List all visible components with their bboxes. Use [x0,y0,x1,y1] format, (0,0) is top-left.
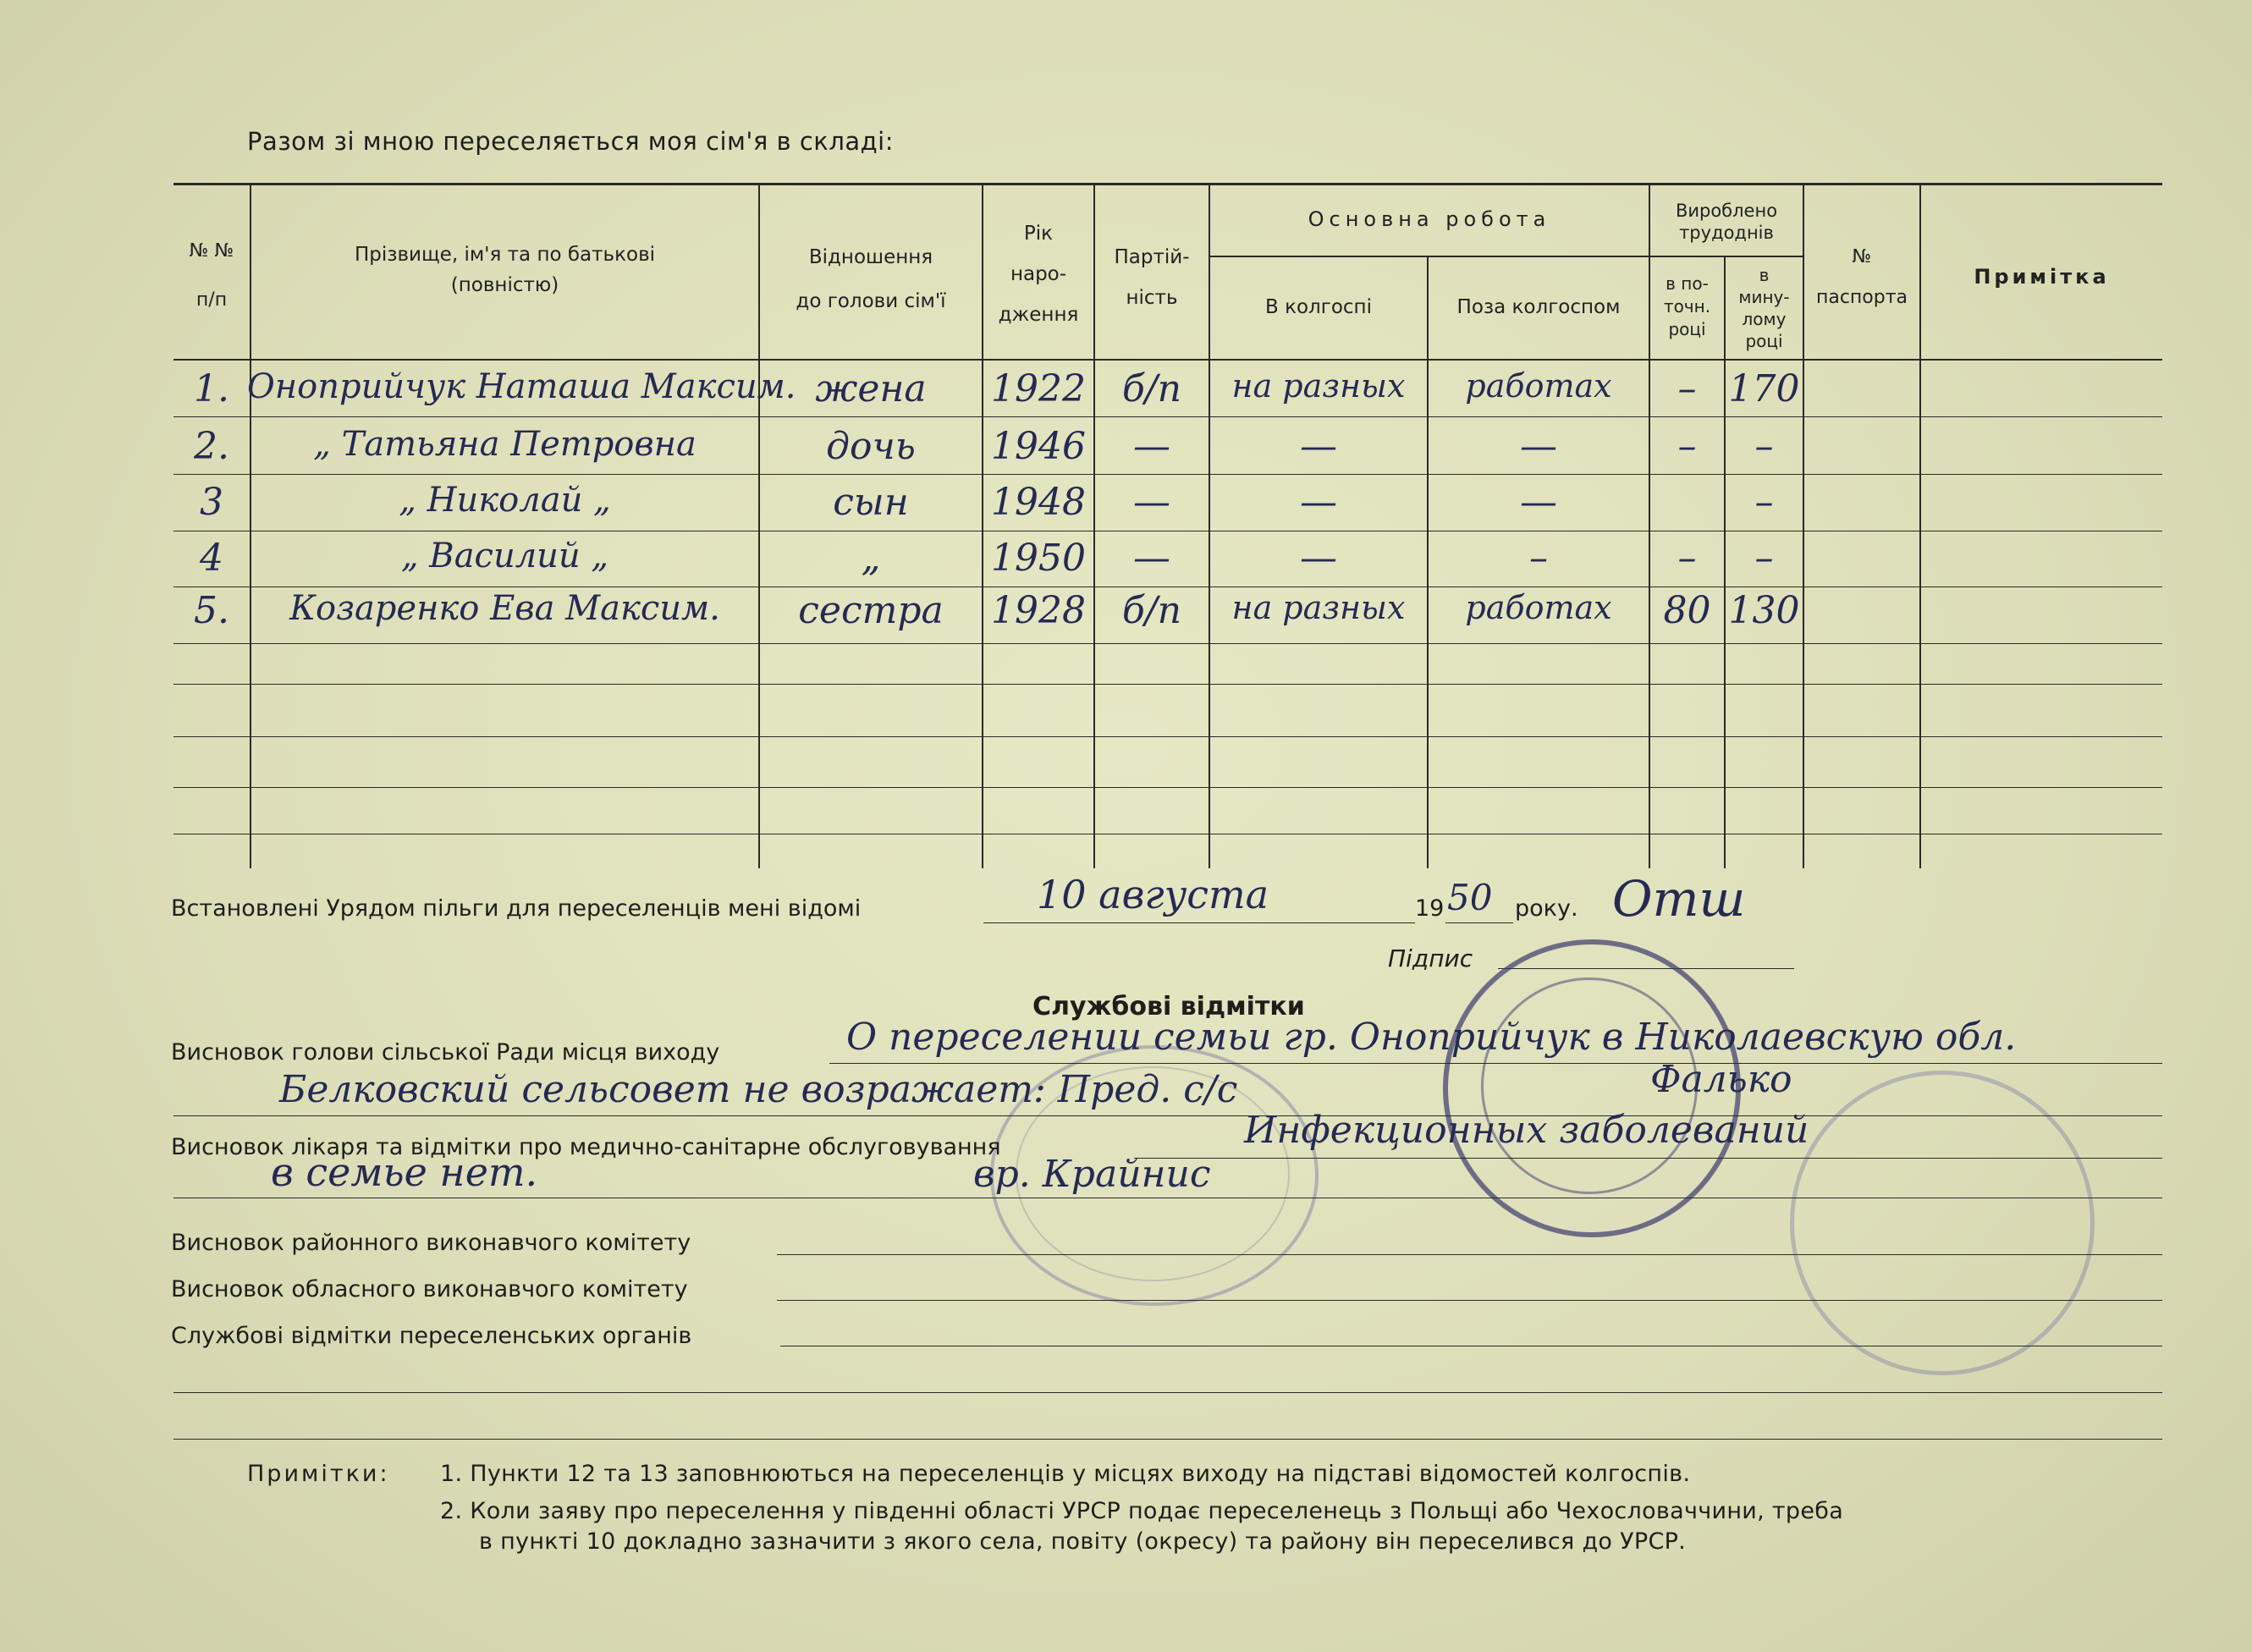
row4-year: 1950 [991,537,1086,580]
council-conclusion-2: Белковский сельсовет не возражает: Пред. с/с [279,1068,1238,1111]
table-top-border [173,183,2162,185]
row4-last: – [1754,537,1774,580]
district-line [777,1254,2162,1255]
row2-cur: – [1677,425,1697,468]
official-title: Службові відмітки [1032,992,1305,1021]
row1-in-kolhosp: на разных [1231,367,1406,405]
council-label: Висновок голови сільської Ради місця виходу [171,1039,720,1066]
doctor-conclusion-2: в семье нет. [271,1149,538,1195]
benefits-year-line [1445,922,1513,923]
table-subheader-line [1650,256,1803,257]
row3-year: 1948 [991,481,1086,524]
resettle-label: Службові відмітки переселенських органів [171,1323,692,1349]
row5-outside: работах [1465,589,1612,626]
row3-last: – [1754,481,1774,524]
header-num: № № п/п [189,240,234,311]
row1-name: Оноприйчук Наташа Максим. [247,367,796,406]
row2-name: „ Татьяна Петровна [313,425,697,464]
row5-last: 130 [1728,589,1800,632]
row3-name: „ Николай „ [399,481,611,520]
header-relation: Відношення до голови сім'ї [796,246,946,312]
doctor-signature: вр. Крайнис [973,1153,1211,1196]
benefits-date: 10 августа [1037,872,1269,917]
benefits-year: 50 [1447,877,1493,918]
row3-party: — [1133,481,1170,524]
oblast-label: Висновок обласного виконавчого комітету [171,1276,688,1302]
header-last-year: в мину- лому році [1738,265,1790,351]
row3-num: 3 [200,481,223,524]
row5-num: 5. [194,589,229,632]
row4-cur: – [1677,537,1697,580]
signature: Отш [1612,870,1746,928]
header-name: Прізвище, ім'я та по батькові (повністю) [354,244,656,296]
blank-line [173,1392,2162,1393]
table-row-line [173,736,2162,737]
header-main-work: Основна робота [1308,207,1551,231]
table-col-divider [1209,184,1210,868]
note-1: 1. Пункти 12 та 13 заповнюються на переселенців у місцях виходу на підставі відомостей колгоспів. [440,1461,1691,1487]
row3-outside: — [1520,481,1557,524]
row4-name: „ Василий „ [400,537,609,575]
table-row-line [173,474,2162,475]
row5-year: 1928 [991,589,1086,632]
benefits-year-prefix: 19 [1415,895,1445,922]
row5-in-kolhosp: на разных [1231,589,1406,626]
doctor-label: Висновок лікаря та відмітки про медично-санітарне обслуговування [171,1134,1001,1160]
council-conclusion-1: О переселении семьи гр. Оноприйчук в Николаевскую обл. [846,1016,2017,1059]
row1-party: б/п [1121,367,1182,410]
row2-relation: дочь [826,425,916,468]
table-subheader-line [1210,256,1649,257]
row4-party: — [1133,537,1170,580]
header-workdays: Вироблено трудоднів [1675,201,1778,243]
row3-in-kolhosp: — [1300,481,1337,524]
row4-in-kolhosp: — [1300,537,1337,580]
signature-label: Підпис [1388,944,1473,972]
benefits-date-line [983,922,1415,923]
row2-year: 1946 [991,425,1086,468]
row1-relation: жена [815,367,927,410]
row1-year: 1922 [991,367,1086,410]
row2-num: 2. [194,425,229,468]
header-passport: № паспорта [1815,246,1908,308]
header-note: Примітка [1974,265,2110,289]
row5-party: б/п [1121,589,1182,632]
row2-in-kolhosp: — [1300,425,1337,468]
notes-lead: Примітки: [247,1461,390,1487]
row5-cur: 80 [1663,589,1711,632]
row1-num: 1. [194,367,229,410]
blank-line [173,1439,2162,1440]
row3-relation: сын [833,481,909,524]
table-row-line [173,416,2162,417]
note-2b: в пункті 10 докладно зазначити з якого села, повіту (окресу) та району він переселився до УРСР. [479,1528,1687,1555]
row1-cur: – [1677,367,1697,410]
row4-outside: – [1529,537,1548,580]
benefits-year-suffix: року. [1515,895,1578,922]
row4-relation: „ [861,537,881,580]
faded-seal-right [1790,1071,2095,1375]
note-2a: 2. Коли заяву про переселення у південні області УРСР подає переселенець з Польщі або Чехословаччини, треба [440,1498,1844,1524]
intro-text: Разом зі мною переселяється моя сім'я в складі: [247,127,895,156]
benefits-label: Встановлені Урядом пільги для переселенців мені відомі [171,895,862,922]
row1-last: 170 [1728,367,1800,410]
table-row-line [173,643,2162,644]
header-in-kolhosp: В колгоспі [1265,296,1372,318]
table-row-line [173,684,2162,685]
header-party: Партій- ність [1114,246,1190,309]
header-outside-kolhosp: Поза колгоспом [1456,296,1621,318]
table-row-line [173,586,2162,587]
row2-last: – [1754,425,1774,468]
header-current-year: в по- точн. році [1663,273,1711,339]
council-line [829,1063,2162,1064]
doctor-conclusion-1: Инфекционных заболеваний [1244,1109,1809,1152]
table-row-line [173,787,2162,788]
council-signature: Фалько [1650,1058,1792,1101]
row1-outside: работах [1465,367,1612,405]
row4-num: 4 [200,537,223,580]
table-header-border [173,359,2162,361]
council-line-2 [173,1115,2162,1116]
oblast-line [777,1300,2162,1301]
row5-name: Козаренко Ева Максим. [289,589,720,628]
row2-outside: — [1520,425,1557,468]
doctor-line [1134,1158,2162,1159]
row5-relation: сестра [798,589,944,632]
header-year: Рік наро- дження [998,223,1079,326]
district-label: Висновок районного виконавчого комітету [171,1230,691,1256]
row2-party: — [1133,425,1170,468]
